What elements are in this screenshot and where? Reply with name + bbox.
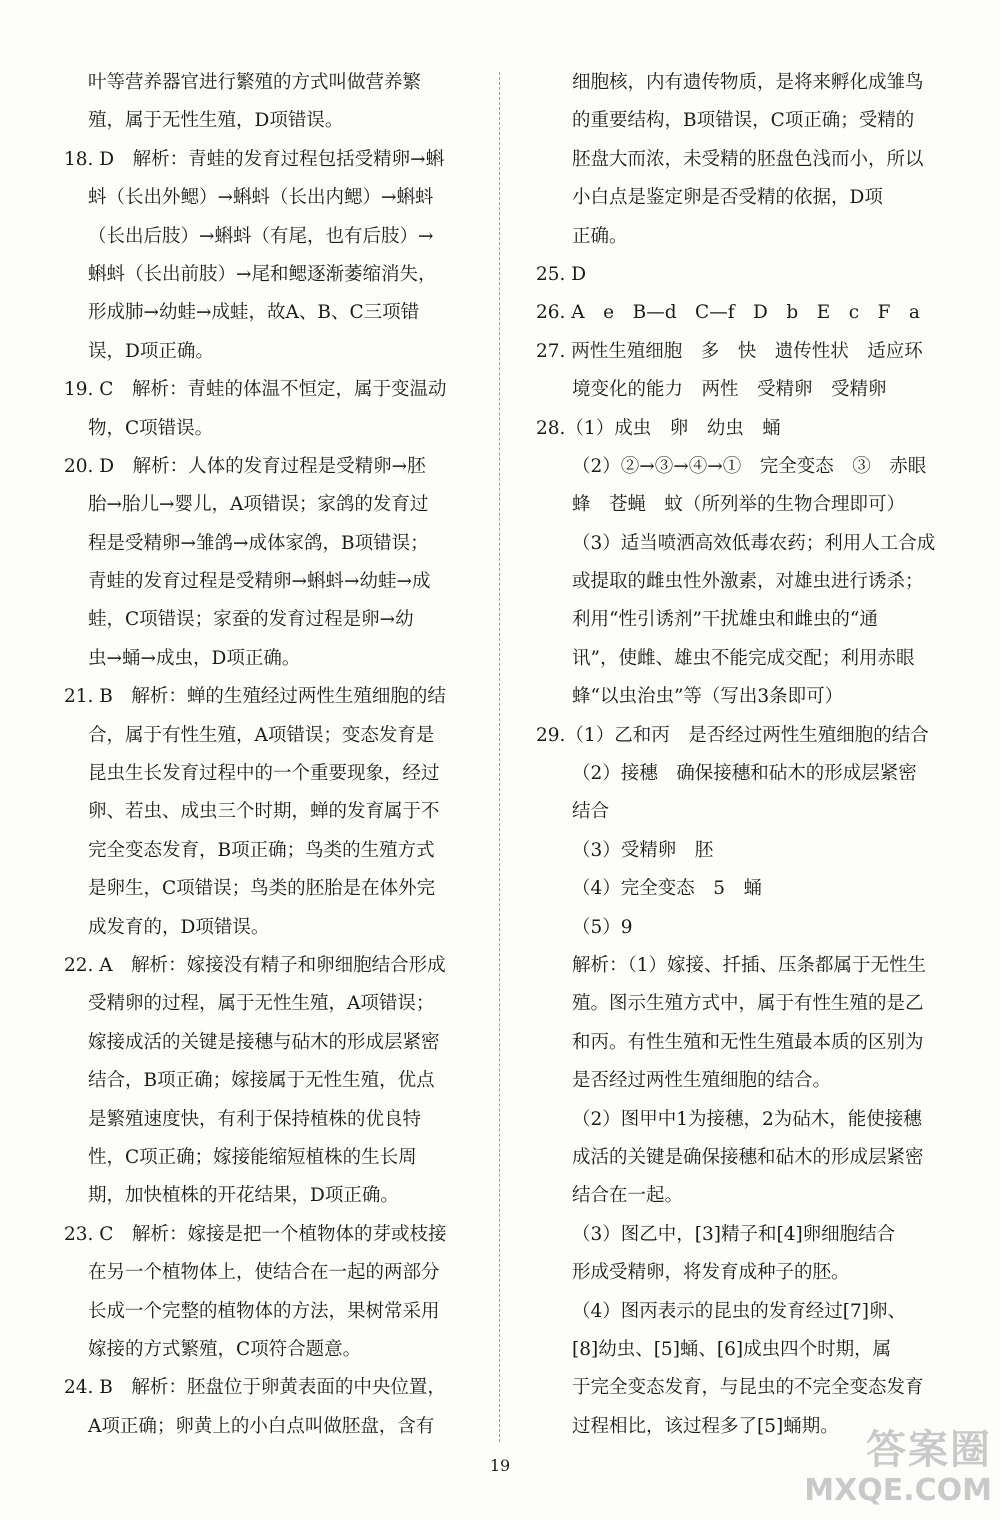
text-line: 小白点是鉴定卵是否受精的依据，D项	[572, 187, 883, 209]
text-line: （长出后肢）→蝌蚪（有尾，也有后肢）→	[88, 225, 434, 247]
text-line: （2）②→③→④→① 完全变态 ③ 赤眼	[572, 455, 927, 477]
text-line: 长成一个完整的植物体的方法，果树常采用	[88, 1300, 440, 1322]
text-line: 昆虫生长发育过程中的一个重要现象，经过	[88, 763, 440, 785]
watermark	[792, 1426, 992, 1516]
text-line: 胚盘大而浓，未受精的胚盘色浅而小，所以	[572, 148, 924, 170]
column-divider	[499, 72, 500, 1442]
text-line: 蚪（长出外鳃）→蝌蚪（长出内鳃）→蝌蚪	[88, 187, 434, 209]
text-line: 结合在一起。	[572, 1185, 684, 1207]
text-line: 18. D 解析：青蛙的发育过程包括受精卵→蝌	[64, 148, 445, 170]
watermark-url: MXQE.COM	[804, 1473, 992, 1508]
right-column	[536, 64, 936, 1446]
text-line: 虫→蛹→成虫，D项正确。	[88, 647, 301, 669]
text-line: 的重要结构，B项错误，C项正确；受精的	[572, 110, 915, 132]
text-line: 程是受精卵→雏鸽→成体家鸽，B项错误；	[88, 532, 429, 554]
text-line: 讯”，使雌、雄虫不能完成交配；利用赤眼	[572, 647, 915, 669]
watermark-logo-text: 答案圈	[866, 1427, 992, 1473]
text-line: 或提取的雌虫性外激素，对雄虫进行诱杀；	[572, 571, 924, 593]
text-line: 结合，B项正确；嫁接属于无性生殖，优点	[88, 1070, 435, 1092]
text-line: 境变化的能力 两性 受精卵 受精卵	[572, 379, 887, 401]
text-line: 蜂 苍蝇 蚊（所列举的生物合理即可）	[572, 494, 906, 516]
text-line: 和丙。有性生殖和无性生殖最本质的区别为	[572, 1031, 924, 1053]
text-line: （2）接穗 确保接穗和砧木的形成层紧密	[572, 763, 917, 785]
text-line: 叶等营养器官进行繁殖的方式叫做营养繁	[88, 72, 422, 93]
text-line: 嫁接成活的关键是接穗与砧木的形成层紧密	[88, 1031, 440, 1053]
text-line: （3）图乙中，[3]精子和[4]卵细胞结合	[572, 1223, 896, 1245]
text-line: 蛙，C项错误；家蚕的发育过程是卵→幼	[88, 609, 414, 631]
text-line: 成活的关键是确保接穗和砧木的形成层紧密	[572, 1146, 924, 1168]
text-line: 受精卵的过程，属于无性生殖，A项错误；	[88, 993, 435, 1015]
text-line: 23. C 解析：嫁接是把一个植物体的芽或枝接	[64, 1223, 447, 1245]
page-number: 19	[489, 1456, 511, 1475]
text-line: 形成受精卵，将发育成种子的胚。	[572, 1262, 850, 1284]
text-line: 在另一个植物体上，使结合在一起的两部分	[88, 1262, 440, 1284]
text-line: 期，加快植株的开花结果，D项正确。	[88, 1185, 399, 1207]
text-line: 于完全变态发育，与昆虫的不完全变态发育	[572, 1377, 924, 1399]
text-line: 完全变态发育，B项正确；鸟类的生殖方式	[88, 839, 435, 861]
text-line: 24. B 解析：胚盘位于卵黄表面的中央位置，	[64, 1377, 446, 1399]
text-line: 胎→胎儿→婴儿，A项错误；家鸽的发育过	[88, 494, 429, 516]
text-line: 误，D项正确。	[88, 340, 214, 362]
text-line: 蜂“以虫治虫”等（写出3条即可）	[572, 686, 844, 708]
text-line: 利用“性引诱剂”干扰雄虫和雌虫的“通	[572, 609, 878, 631]
text-line: 是繁殖速度快，有利于保持植株的优良特	[88, 1108, 422, 1130]
text-line: （4）图丙表示的昆虫的发育经过[7]卵、	[572, 1300, 906, 1322]
text-line: [8]幼虫、[5]蛹、[6]成虫四个时期，属	[572, 1338, 892, 1360]
text-line: 成发育的，D项错误。	[88, 916, 270, 938]
text-line: 解析：（1）嫁接、扦插、压条都属于无性生	[572, 954, 927, 976]
left-column	[64, 64, 454, 1446]
text-line: 青蛙的发育过程是受精卵→蝌蚪→幼蛙→成	[88, 571, 431, 593]
text-line: 殖。图示生殖方式中，属于有性生殖的是乙	[572, 993, 924, 1015]
text-line: 蝌蚪（长出前肢）→尾和鳃逐渐萎缩消失，	[88, 263, 437, 285]
text-line: 卵、若虫、成虫三个时期，蝉的发育属于不	[88, 801, 440, 823]
text-line: 是卵生，C项错误；鸟类的胚胎是在体外完	[88, 878, 436, 900]
text-line: （5）9	[572, 916, 633, 938]
text-line: （3）受精卵 胚	[572, 839, 714, 861]
text-line: （4）完全变态 5 蛹	[572, 878, 763, 900]
text-line: 殖，属于无性生殖，D项错误。	[88, 110, 344, 132]
text-line: 27. 两性生殖细胞 多 快 遗传性状 适应环	[536, 340, 923, 362]
text-line: （2）图甲中1为接穗，2为砧木，能使接穗	[572, 1108, 922, 1130]
text-line: 过程相比，该过程多了[5]蛹期。	[572, 1415, 839, 1437]
text-line: 20. D 解析：人体的发育过程是受精卵→胚	[64, 455, 426, 477]
text-line: 正确。	[572, 225, 628, 247]
text-line: 细胞核，内有遗传物质，是将来孵化成雏鸟	[572, 72, 924, 93]
text-line: 结合	[572, 801, 610, 823]
text-line: 性，C项正确；嫁接能缩短植株的生长周	[88, 1146, 417, 1168]
text-line: 25. D	[536, 263, 587, 285]
text-line: 21. B 解析：蝉的生殖经过两性生殖细胞的结	[64, 686, 446, 708]
text-line: 29.（1）乙和丙 是否经过两性生殖细胞的结合	[536, 724, 929, 746]
text-line: 19. C 解析：青蛙的体温不恒定，属于变温动	[64, 379, 447, 401]
text-line: A项正确；卵黄上的小白点叫做胚盘，含有	[88, 1415, 435, 1437]
text-line: 是否经过两性生殖细胞的结合。	[572, 1070, 832, 1092]
text-line: 物，C项错误。	[88, 417, 214, 439]
text-line: 嫁接的方式繁殖，C项符合题意。	[88, 1338, 362, 1360]
text-line: 形成肺→幼蛙→成蛙，故A、B、C三项错	[88, 302, 420, 324]
text-line: 合，属于有性生殖，A项错误；变态发育是	[88, 724, 435, 746]
text-line: 22. A 解析：嫁接没有精子和卵细胞结合形成	[64, 954, 446, 976]
text-line: 26. A e B—d C—f D b E c F a	[536, 302, 920, 324]
text-line: 28.（1）成虫 卵 幼虫 蛹	[536, 417, 781, 439]
text-line: （3）适当喷洒高效低毒农药；利用人工合成	[572, 532, 936, 554]
